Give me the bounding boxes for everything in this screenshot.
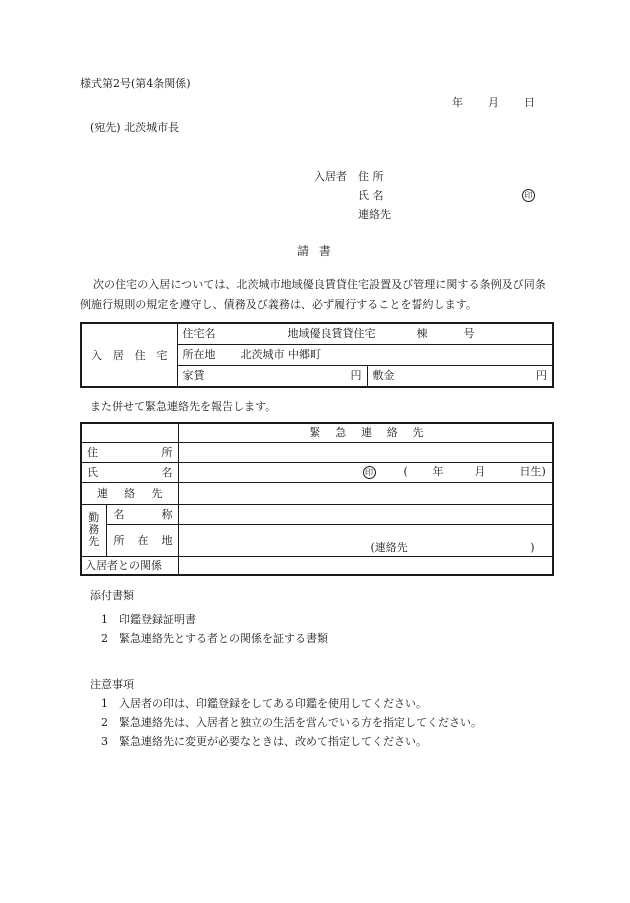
date-year-label: 年 — [452, 96, 463, 109]
attachment-item: 2 緊急連絡先とする者との関係を証する書類 — [101, 632, 328, 645]
housing-rent-label: 家賃 — [182, 369, 205, 383]
document-title: 請 書 — [297, 244, 334, 258]
date-line — [452, 97, 535, 108]
relation-row — [81, 556, 553, 575]
emergency-intro: また併せて緊急連絡先を報告します。 — [90, 400, 277, 413]
housing-location-value: 北茨城市 中郷町 — [240, 348, 321, 361]
attachments-title: 添付書類 — [90, 589, 134, 602]
applicant-contact-label: 連絡先 — [358, 208, 391, 221]
emergency-contact-value — [178, 482, 553, 504]
workplace-label: 勤 務 先 — [81, 504, 106, 556]
emergency-address-row — [81, 442, 553, 462]
note-item: 3 緊急連絡先に変更が必要なときは、改めて指定してください。 — [101, 735, 427, 748]
birth-open-paren: ( — [403, 464, 408, 478]
birth-day-label: 日生) — [519, 464, 546, 478]
pledge-text: 次の住宅の入居については、北茨城市地域優良賃貸住宅設置及び管理に関する条例及び同条例施行規則の規定を遵守し、債務及び義務は、必ず履行することを誓約します。 — [80, 278, 546, 311]
workplace-company-address-value — [178, 524, 553, 556]
emergency-contact-label: 連 絡 先 — [81, 482, 178, 504]
birth-year-label: 年 — [432, 464, 444, 478]
workplace-contact-open: (連絡先 — [370, 540, 408, 554]
emergency-name-label: 氏 名 — [81, 462, 178, 482]
relation-label: 入居者との関係 — [81, 556, 178, 575]
workplace-name-row — [81, 504, 553, 524]
emergency-address-label: 住 所 — [81, 442, 178, 462]
housing-section-label: 入 居 住 宅 — [81, 323, 177, 387]
housing-location-cell — [177, 344, 553, 365]
attachment-item: 1 印鑑登録証明書 — [101, 613, 196, 626]
housing-rent-yen: 円 — [350, 369, 362, 383]
workplace-company-name-value — [178, 504, 553, 524]
housing-location-label: 所在地 — [182, 348, 216, 361]
form-number: 様式第2号(第4条関係) — [80, 77, 191, 90]
housing-rent-cell — [177, 365, 367, 387]
housing-deposit-yen: 円 — [536, 369, 547, 383]
emergency-header-cell: 緊 急 連 絡 先 — [178, 423, 553, 442]
emergency-contact-row — [81, 482, 553, 504]
housing-number-label: 号 — [463, 327, 475, 341]
emergency-name-value — [178, 462, 553, 482]
housing-name-value: 地域優良賃貸住宅 — [287, 327, 376, 341]
emergency-header-blank — [81, 423, 178, 442]
emergency-address-value — [178, 442, 553, 462]
housing-deposit-label: 敷金 — [372, 369, 395, 383]
relation-value — [178, 556, 553, 575]
housing-deposit-cell — [367, 365, 553, 387]
notes-title: 注意事項 — [90, 678, 134, 691]
workplace-contact-close: ) — [530, 540, 535, 554]
note-item: 1 入居者の印は、印鑑登録をしてある印鑑を使用してください。 — [101, 697, 427, 710]
note-item: 2 緊急連絡先は、入居者と独立の生活を営んでいる方を指定してください。 — [101, 716, 482, 729]
workplace-address-row — [81, 524, 553, 556]
birth-month-label: 月 — [474, 464, 486, 478]
date-month-label: 月 — [488, 96, 499, 109]
emergency-name-row — [81, 462, 553, 482]
addressee: (宛先) 北茨城市長 — [90, 121, 180, 134]
housing-name-label: 住宅名 — [182, 327, 216, 341]
workplace-company-name-label: 名 称 — [106, 504, 178, 524]
applicant-role-label: 入居者 — [314, 170, 347, 183]
housing-name-row — [81, 323, 553, 344]
emergency-header-row — [81, 423, 553, 442]
emergency-table — [80, 422, 554, 576]
date-day-label: 日 — [524, 96, 535, 109]
applicant-address-label: 住 所 — [358, 170, 384, 183]
housing-name-cell — [177, 323, 553, 344]
applicant-name-label: 氏 名 — [358, 189, 384, 202]
workplace-company-address-label: 所 在 地 — [106, 524, 178, 556]
housing-table — [80, 322, 554, 388]
housing-building-label: 棟 — [416, 327, 428, 341]
applicant-seal-mark: 印 — [522, 189, 535, 202]
emergency-seal-mark: 印 — [363, 466, 376, 479]
